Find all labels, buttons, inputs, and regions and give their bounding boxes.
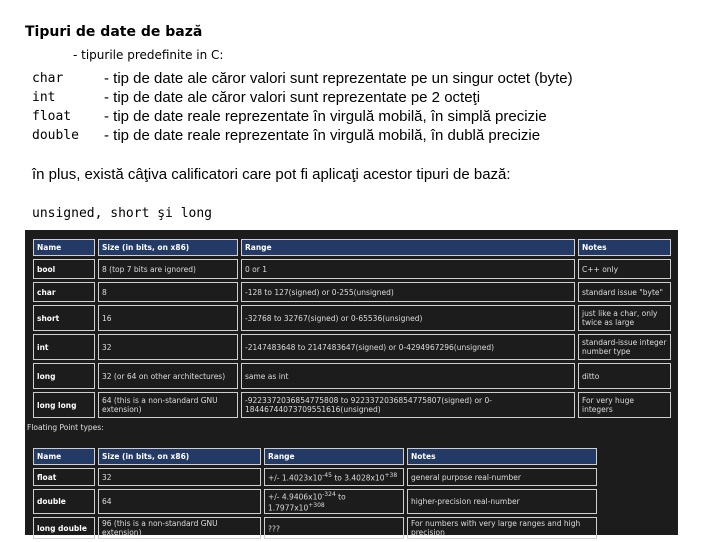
range-start-exponent: -324 (322, 491, 336, 498)
qualifiers-intro: în plus, există câţiva calificatori care pot fi aplicaţi acestor tipuri de bază: (32, 166, 511, 183)
table-cell: 32 (98, 468, 261, 486)
table-cell: standard-issue integer number type (578, 334, 671, 360)
subtitle: - tipurile predefinite in C: (73, 48, 224, 62)
column-header: Range (241, 239, 575, 256)
type-row-int (32, 88, 573, 107)
table-cell: For numbers with very large ranges and high precision (407, 517, 597, 539)
table-cell: same as int (241, 363, 575, 389)
table-cell: ditto (578, 363, 671, 389)
table-cell: standard issue "byte" (578, 282, 671, 302)
qualifiers-list: unsigned, short şi long (32, 206, 213, 221)
table-cell: short (33, 305, 95, 331)
type-name: double (32, 128, 79, 143)
table-cell: 64 (this is a non-standard GNU extension) (98, 392, 238, 418)
table-cell: 32 (98, 334, 238, 360)
type-description: - tip de date reale reprezentate în virgulă mobilă, în dublă precizie (104, 127, 541, 144)
floating-point-table (30, 445, 600, 542)
type-row-double (32, 126, 573, 145)
page-title: Tipuri de date de bază (25, 24, 203, 40)
table-cell: -9223372036854775808 to 9223372036854775807(signed) or 0-18446744073709551616(unsigned) (241, 392, 575, 418)
table-cell: -128 to 127(signed) or 0-255(unsigned) (241, 282, 575, 302)
table-row (33, 363, 671, 389)
table-row (33, 489, 597, 514)
integer-types-table (30, 236, 674, 421)
table-cell: long double (33, 517, 95, 539)
table-cell: int (33, 334, 95, 360)
column-header: Notes (407, 448, 597, 465)
column-header: Range (264, 448, 404, 465)
type-description: - tip de date ale căror valori sunt reprezentate pe un singur octet (byte) (104, 70, 573, 87)
base-types-list (32, 69, 573, 145)
table-cell: float (33, 468, 95, 486)
table-cell: higher-precision real-number (407, 489, 597, 514)
table-cell: long long (33, 392, 95, 418)
type-name: float (32, 109, 72, 124)
table-row (33, 259, 671, 279)
table-cell: C++ only (578, 259, 671, 279)
type-name: char (32, 71, 64, 86)
floating-point-label: Floating Point types: (27, 423, 104, 432)
table-row (33, 517, 597, 539)
table-cell: For very huge integers (578, 392, 671, 418)
type-row-float (32, 107, 573, 126)
table-header-row (33, 448, 597, 465)
table-cell: long (33, 363, 95, 389)
range-end: to 3.4028x10 (331, 473, 385, 483)
table-cell: general purpose real-number (407, 468, 597, 486)
table-row (33, 305, 671, 331)
table-cell: 8 (98, 282, 238, 302)
table-row (33, 468, 597, 486)
range-start: +/- 1.4023x10 (268, 473, 323, 483)
table-row (33, 392, 671, 418)
type-description: - tip de date reale reprezentate în virgulă mobilă, în simplă precizie (104, 108, 547, 125)
table-cell: 32 (or 64 on other architectures) (98, 363, 238, 389)
table-cell: 0 or 1 (241, 259, 575, 279)
table-cell (264, 517, 404, 539)
column-header: Name (33, 239, 95, 256)
table-cell: 8 (top 7 bits are ignored) (98, 259, 238, 279)
column-header: Size (in bits, on x86) (98, 239, 238, 256)
range-start: +/- 4.9406x10 (268, 492, 323, 502)
table-cell: -32768 to 32767(signed) or 0-65536(unsigned) (241, 305, 575, 331)
column-header: Size (in bits, on x86) (98, 448, 261, 465)
types-screenshot (25, 230, 678, 535)
table-cell: 16 (98, 305, 238, 331)
range-end: to 1.7977x10 (268, 492, 346, 512)
range-end-exponent: +308 (308, 501, 325, 509)
table-cell: 96 (this is a non-standard GNU extension) (98, 517, 261, 539)
range-start: ??? (268, 524, 280, 534)
table-header-row (33, 239, 671, 256)
table-cell: 64 (98, 489, 261, 514)
table-cell (264, 489, 404, 514)
table-row (33, 334, 671, 360)
table-row (33, 282, 671, 302)
table-cell: char (33, 282, 95, 302)
table-cell: -2147483648 to 2147483647(signed) or 0-4294967296(unsigned) (241, 334, 575, 360)
table-cell: just like a char, only twice as large (578, 305, 671, 331)
type-description: - tip de date ale căror valori sunt reprezentate pe 2 octeţi (104, 89, 481, 106)
column-header: Name (33, 448, 95, 465)
type-row-char (32, 69, 573, 88)
table-cell: bool (33, 259, 95, 279)
table-cell (264, 468, 404, 486)
range-end-exponent: +38 (384, 471, 398, 479)
table-cell: double (33, 489, 95, 514)
range-start-exponent: -45 (322, 471, 332, 479)
column-header: Notes (578, 239, 671, 256)
type-name: int (32, 90, 56, 105)
